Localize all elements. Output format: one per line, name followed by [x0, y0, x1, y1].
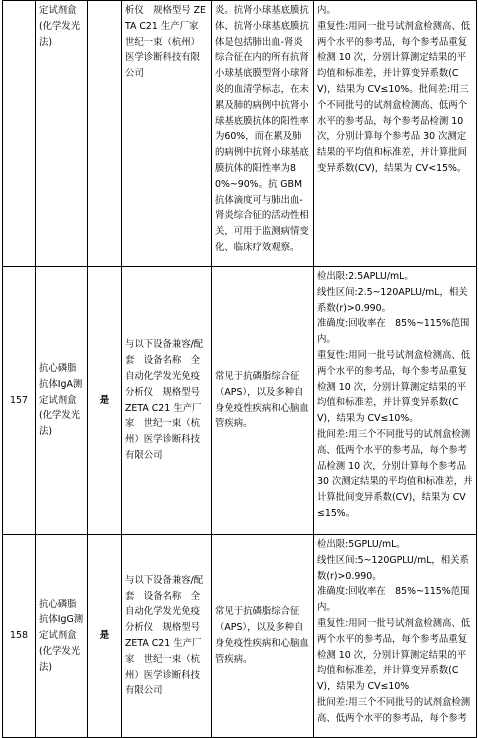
perf-line: 重复性:用同一批号试剂盒检测高、低两个水平的参考品，每个参考品重复检测 10 次，分别计算测定结果的平均值和标准差，并计算变异系数(CV)，结果为 CV≤10% — [317, 617, 471, 693]
row-mark: 是 — [88, 535, 122, 738]
compatible-device: 与以下设备兼容/配套 设备名称 全自动化学发光免疫分析仪 规格型号 ZETA C21 生产厂家 世纪一束（杭州）医学诊断科技有限公司 — [122, 267, 212, 535]
perf-line: 线性区间:2.5~120APLU/mL，相关系数(r)>0.990。 — [317, 286, 468, 314]
product-name: 定试剂盒(化学发光法) — [36, 1, 88, 267]
perf-line: 检出限:2.5APLU/mL。 — [317, 271, 414, 282]
row-mark: 是 — [88, 267, 122, 535]
perf-line: 线性区间:5~120GPLU/mL，相关系数(r)>0.990。 — [317, 554, 469, 582]
performance-spec — [314, 1, 477, 267]
row-number: 157 — [3, 267, 36, 535]
performance-spec — [314, 267, 477, 535]
perf-line: 重复性:用同一批号试剂盒检测高、低两个水平的参考品，每个参考品重复检测 10 次，分别计算测定结果的平均值和标准差，并计算变异系数(CV)，结果为 CV≤10%。 — [317, 349, 471, 425]
perf-line: 准确度:回收率在 85%~115%范围内。 — [317, 586, 470, 614]
row-number: 158 — [3, 535, 36, 738]
intended-use: 常见于抗磷脂综合征（APS），以及多种自身免疫性疾病和心脑血管疾病。 — [212, 267, 314, 535]
performance-spec — [314, 535, 477, 738]
perf-line: 准确度:回收率在 85%~115%范围内。 — [317, 318, 470, 346]
row-mark — [88, 1, 122, 267]
intended-use: 炎。抗肾小球基底膜抗体、抗肾小球基底膜抗体是包括肺出血-肾炎综合征在内的所有抗肾小球基底膜型肾小球肾炎的血清学标志，在未累及肺的病例中抗肾小球基底膜抗体的阳性率为60%，而在累及肺的病例中抗肾小球基底膜抗体的阳性率为80%~90%。抗 GBM 抗体滴度可与肺出血-肾炎综合征的活动性相关，可用于监测病情变化、临床疗效观察。 — [212, 1, 314, 267]
compatible-device: 与以下设备兼容/配套 设备名称 全自动化学发光免疫分析仪 规格型号 ZETA C21 生产厂家 世纪一束（杭州）医学诊断科技有限公司 — [122, 535, 212, 738]
table-row — [3, 1, 477, 267]
compatible-device: 析仪 规格型号 ZETA C21 生产厂家 世纪一束（杭州）医学诊断科技有限公司 — [122, 1, 212, 267]
perf-line: 批间差:用三个不同批号的试剂盒检测高、低两个水平的参考品，每个参考品检测 10 次，分别计算每个参考品 30 次测定结果的平均值和标准差，并计算批间变异系数(CV)，结果为 CV≤15%。 — [317, 428, 473, 519]
perf-line: 重复性:用同一批号试剂盒检测高、低两个水平的参考品，每个参考品重复检测 10 次，分别计算测定结果的平均值和标准差，并计算变异系数(CV)，结果为 CV≤10%。批间差:用三个不同批号的试剂盒检测高、低两个水平的参考品，每个参考品检测 10 次，分别计算每个参考品 30 次测定结果的平均值和标准差，并计算批间变异系数(CV)，结果为 CV<15%。 — [317, 20, 471, 174]
product-name: 抗心磷脂抗体IgA测定试剂盒(化学发光法) — [36, 267, 88, 535]
product-name: 抗心磷脂抗体IgG测定试剂盒(化学发光法) — [36, 535, 88, 738]
table-row — [3, 535, 477, 738]
table-row — [3, 267, 477, 535]
perf-line: 批间差:用三个不同批号的试剂盒检测高、低两个水平的参考品，每个参考 — [317, 696, 471, 724]
perf-line: 内。 — [317, 5, 336, 16]
intended-use: 常见于抗磷脂综合征（APS），以及多种自身免疫性疾病和心脑血管疾病。 — [212, 535, 314, 738]
perf-line: 检出限:5GPLU/mL。 — [317, 539, 406, 550]
product-table — [2, 0, 477, 738]
row-number — [3, 1, 36, 267]
